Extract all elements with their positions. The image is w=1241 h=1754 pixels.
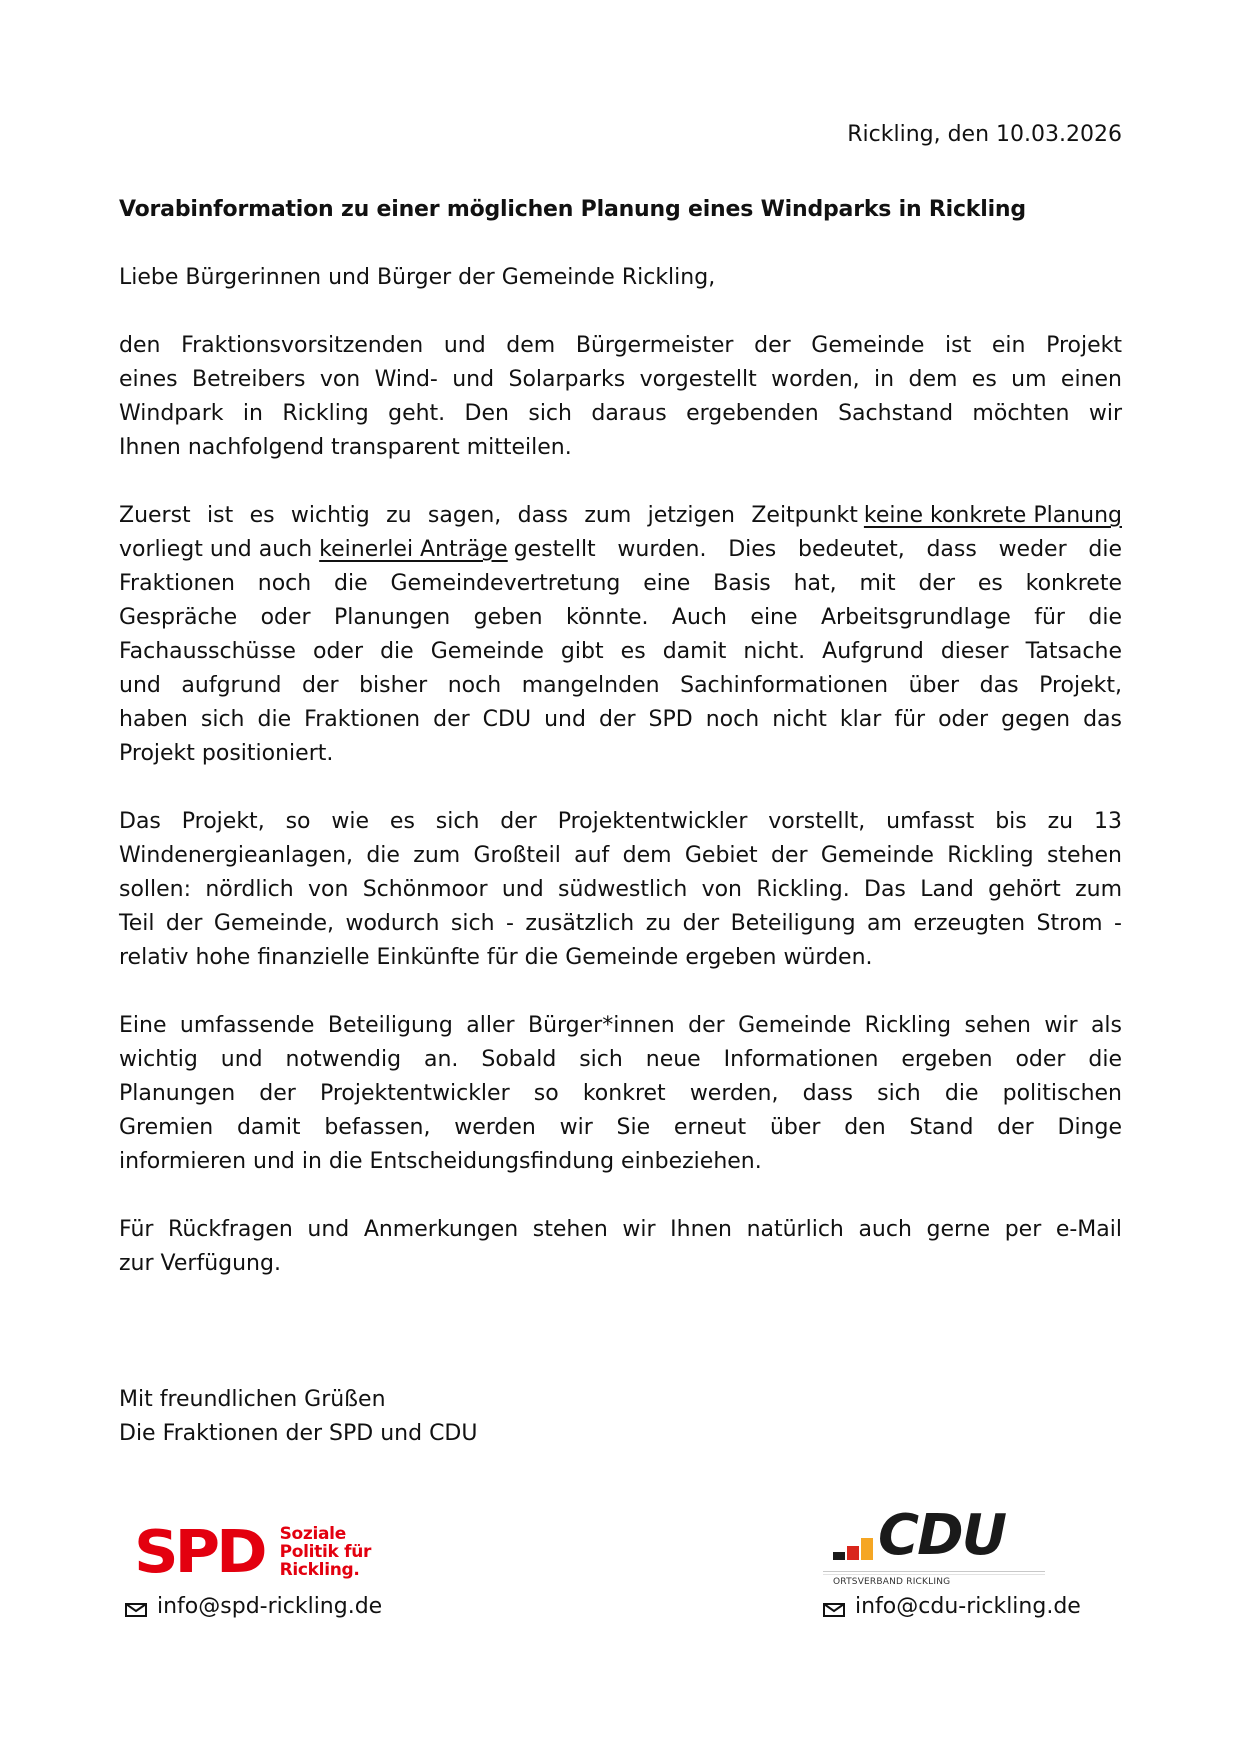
cdu-logo bbox=[830, 1503, 1045, 1596]
cdu-bar-black bbox=[833, 1552, 845, 1560]
emphasis-no-applications: keinerlei Anträge bbox=[319, 537, 508, 562]
cdu-contact bbox=[823, 1592, 1081, 1622]
cdu-logo-word: CDU bbox=[878, 1503, 1006, 1568]
spd-email-link[interactable]: info@spd-rickling.de bbox=[157, 1594, 383, 1619]
envelope-icon bbox=[125, 1603, 147, 1617]
paragraph-line: Eine umfassende Beteiligung aller Bürger*innen der Gemeinde Rickling sehen wir als bbox=[119, 1013, 1122, 1038]
salutation: Liebe Bürgerinnen und Bürger der Gemeinde Rickling, bbox=[119, 265, 716, 290]
paragraph-line: Das Projekt, so wie es sich der Projektentwickler vorstellt, umfasst bis zu 13 bbox=[119, 809, 1122, 834]
paragraph-line: den Fraktionsvorsitzenden und dem Bürgermeister der Gemeinde ist ein Projekt bbox=[119, 333, 1122, 358]
paragraph-line: eines Betreibers von Wind- und Solarparks vorgestellt worden, in dem es um einen bbox=[119, 367, 1122, 392]
spd-tagline-line: Soziale bbox=[279, 1524, 346, 1544]
paragraph-line: Windpark in Rickling geht. Den sich daraus ergebenden Sachstand möchten wir bbox=[119, 401, 1122, 426]
paragraph-line: Fraktionen noch die Gemeindevertretung eine Basis hat, mit der es konkrete bbox=[119, 571, 1122, 596]
paragraph-line: Fachausschüsse oder die Gemeinde gibt es damit nicht. Aufgrund dieser Tatsache bbox=[119, 639, 1122, 664]
cdu-email-link[interactable]: info@cdu-rickling.de bbox=[855, 1594, 1081, 1619]
cdu-subtitle: ORTSVERBAND RICKLING bbox=[833, 1577, 951, 1587]
paragraph-line: Projekt positioniert. bbox=[119, 741, 334, 766]
envelope-icon bbox=[823, 1603, 845, 1617]
line-text: vorliegt und auch bbox=[119, 537, 320, 562]
paragraph-line: Teil der Gemeinde, wodurch sich - zusätzlich zu der Beteiligung am erzeugten Strom - bbox=[119, 911, 1122, 936]
paragraph-line bbox=[119, 499, 1122, 533]
cdu-bar-red bbox=[847, 1546, 859, 1560]
paragraph-line: wichtig und notwendig an. Sobald sich neue Informationen ergeben oder die bbox=[119, 1047, 1122, 1072]
spd-logo bbox=[134, 1516, 372, 1587]
letter-date: Rickling, den 10.03.2026 bbox=[847, 122, 1122, 147]
signature: Die Fraktionen der SPD und CDU bbox=[119, 1421, 478, 1446]
divider bbox=[823, 1571, 1045, 1572]
spd-tagline-line: Rickling. bbox=[279, 1560, 360, 1580]
paragraph-line: informieren und in die Entscheidungsfindung einbeziehen. bbox=[119, 1149, 762, 1174]
cdu-logo-bars bbox=[833, 1538, 873, 1560]
emphasis-no-concrete-planning: keine konkrete Planung bbox=[863, 503, 1122, 528]
line-text: Zuerst ist es wichtig zu sagen, dass zum jetzigen Zeitpunkt bbox=[119, 503, 858, 528]
paragraph-line: und aufgrund der bisher noch mangelnden Sachinformationen über das Projekt, bbox=[119, 673, 1122, 698]
paragraph-line: Gremien damit befassen, werden wir Sie erneut über den Stand der Dinge bbox=[119, 1115, 1122, 1140]
spd-logo-word: SPD bbox=[134, 1516, 264, 1587]
paragraph-line: Windenergieanlagen, die zum Großteil auf dem Gebiet der Gemeinde Rickling stehen bbox=[119, 843, 1122, 868]
paragraph-line: Planungen der Projektentwickler so konkret werden, dass sich die politischen bbox=[119, 1081, 1122, 1106]
paragraph-line: relativ hohe finanzielle Einkünfte für die Gemeinde ergeben würden. bbox=[119, 945, 873, 970]
paragraph-line bbox=[119, 533, 1122, 567]
paragraph-line: sollen: nördlich von Schönmoor und südwestlich von Rickling. Das Land gehört zum bbox=[119, 877, 1122, 902]
paragraph-line: Für Rückfragen und Anmerkungen stehen wir Ihnen natürlich auch gerne per e-Mail bbox=[119, 1217, 1122, 1242]
letter-subject: Vorabinformation zu einer möglichen Planung eines Windparks in Rickling bbox=[119, 197, 1026, 222]
spd-contact bbox=[125, 1592, 382, 1622]
spd-tagline bbox=[280, 1525, 372, 1579]
divider bbox=[823, 1574, 1045, 1575]
closing: Mit freundlichen Grüßen bbox=[119, 1387, 386, 1412]
line-text: gestellt wurden. Dies bedeutet, dass weder die bbox=[513, 537, 1122, 562]
spd-tagline-line: Politik für bbox=[279, 1542, 372, 1562]
paragraph-line: Ihnen nachfolgend transparent mitteilen. bbox=[119, 435, 572, 460]
paragraph-line: Gespräche oder Planungen geben könnte. Auch eine Arbeitsgrundlage für die bbox=[119, 605, 1122, 630]
cdu-bar-gold bbox=[861, 1538, 873, 1560]
paragraph-line: haben sich die Fraktionen der CDU und der SPD noch nicht klar für oder gegen das bbox=[119, 707, 1122, 732]
paragraph-line: zur Verfügung. bbox=[119, 1251, 281, 1276]
